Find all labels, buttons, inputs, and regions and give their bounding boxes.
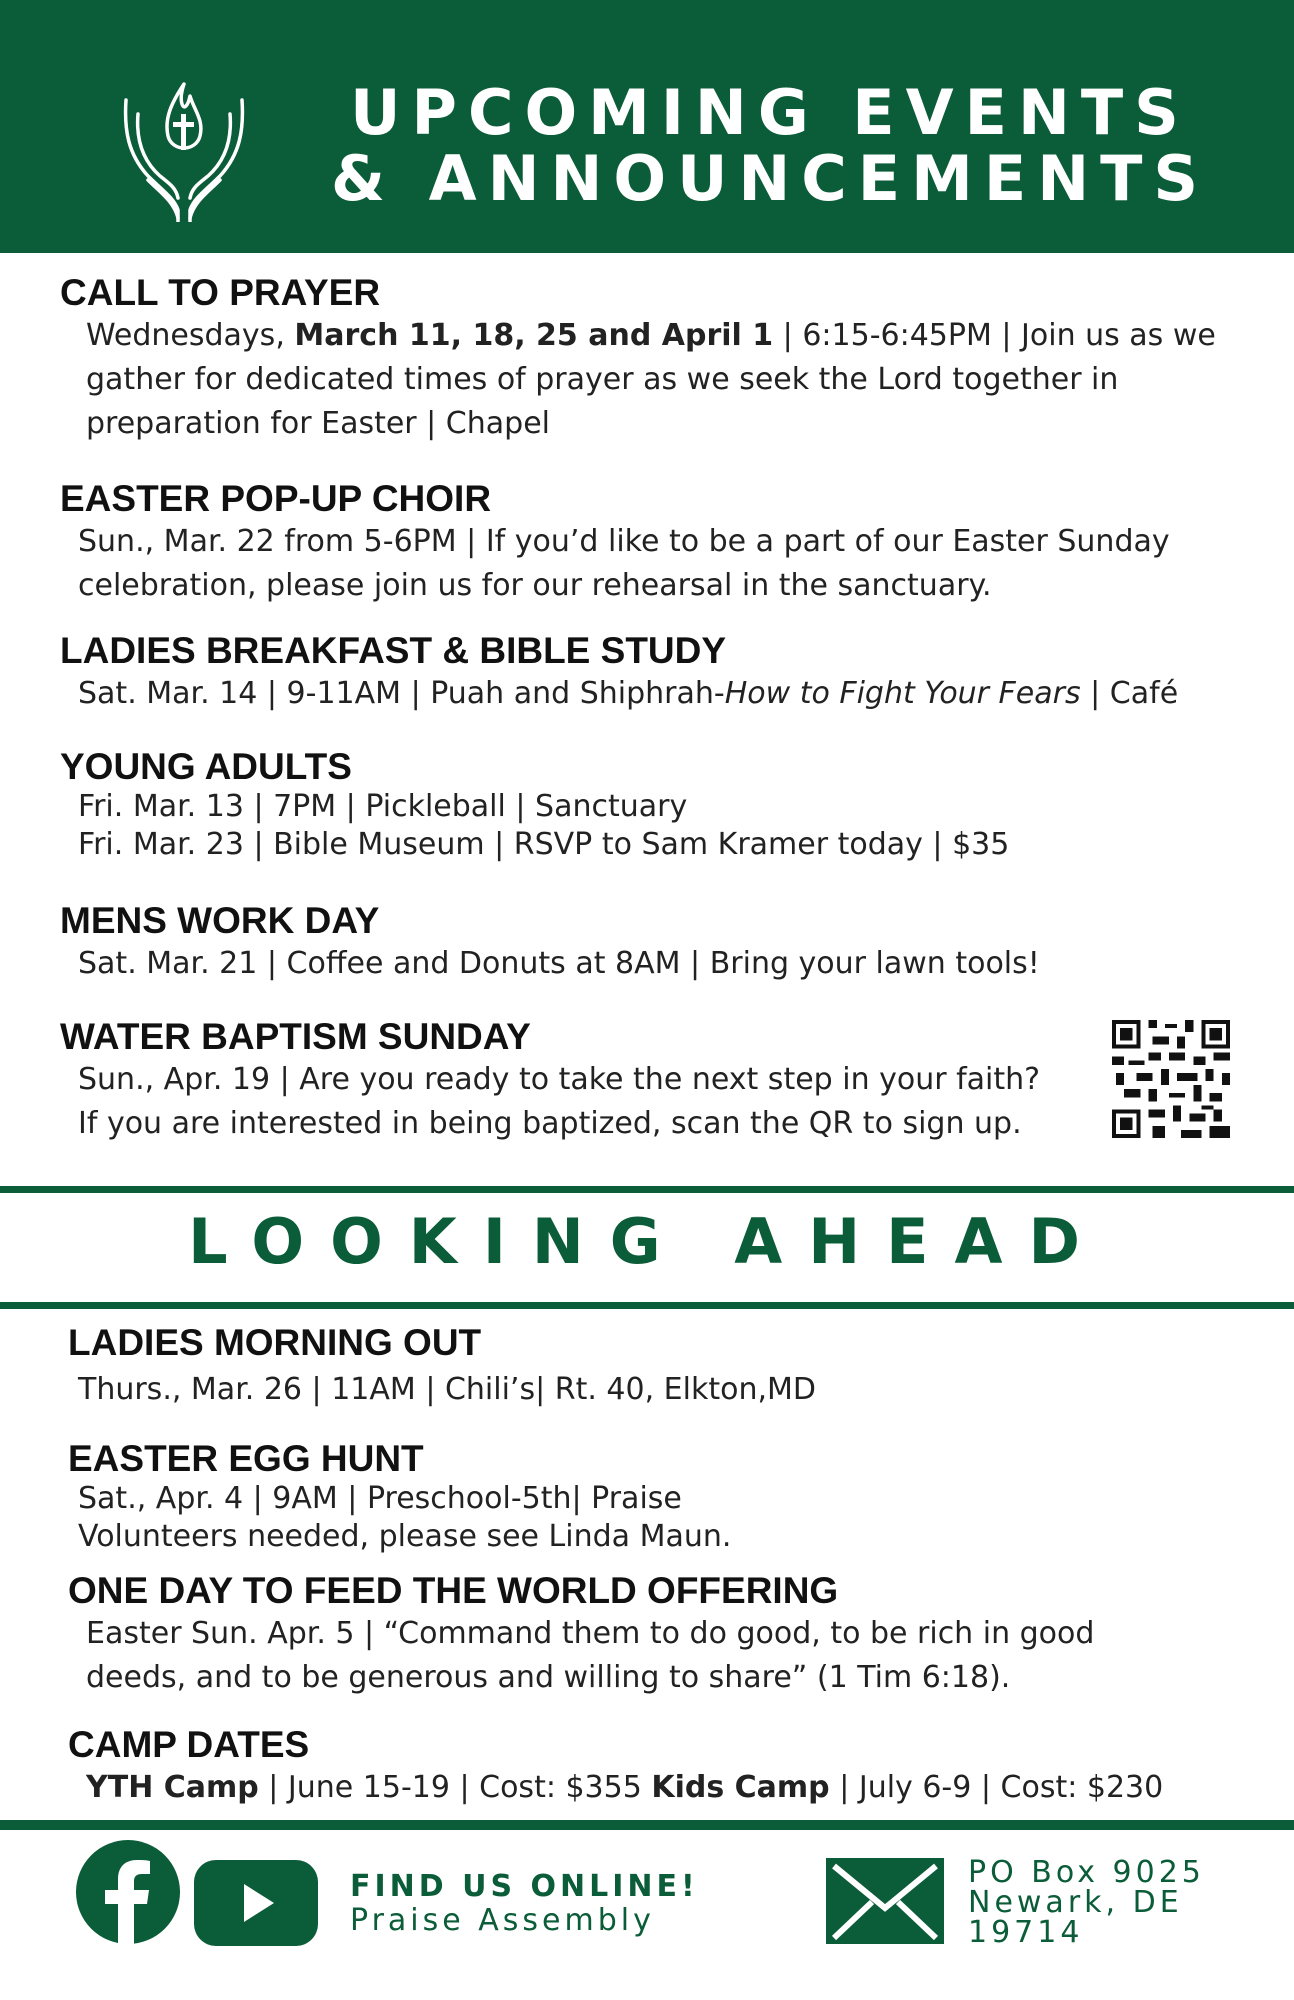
section-divider-bottom — [0, 1302, 1294, 1309]
address-line-3: 19714 — [968, 1915, 1084, 1950]
event-title: ONE DAY TO FEED THE WORLD OFFERING — [68, 1570, 839, 1611]
kids-camp-label: Kids Camp — [651, 1770, 830, 1805]
event-details-line1: Sat., Apr. 4 | 9AM | Preschool-5th| Praise — [78, 1481, 682, 1516]
event-details: Sat. Mar. 21 | Coffee and Donuts at 8AM | Bring your lawn tools! — [78, 946, 1040, 981]
study-title: How to Fight Your Fears — [724, 676, 1081, 711]
event-details-line2: Volunteers needed, please see Linda Maun. — [78, 1519, 732, 1554]
event-details — [78, 672, 1294, 716]
event-details-line2: gather for dedicated times of prayer as we seek the Lord together in — [86, 362, 1119, 397]
event-details-line1: Sun., Mar. 22 from 5-6PM | If you’d like to be a part of our Easter Sunday — [78, 524, 1170, 559]
event-date-time: Sat. Mar. 14 | 9-11AM | Puah and Shiphrah- — [78, 676, 725, 711]
event-title: CALL TO PRAYER — [60, 272, 381, 313]
title-line-1: UPCOMING EVENTS — [350, 76, 1190, 149]
event-time: | 6:15-6:45PM | Join us as we — [773, 318, 1216, 353]
event-details: Thurs., Mar. 26 | 11AM | Chili’s| Rt. 40, Elkton,MD — [78, 1372, 816, 1407]
event-ladies-morning — [0, 1322, 1294, 1412]
event-details-line3: preparation for Easter | Chapel — [86, 406, 550, 441]
yth-camp-details: | June 15-19 | Cost: $355 — [258, 1770, 652, 1805]
praying-hands-flame-cross-icon — [118, 70, 250, 222]
event-egg-hunt — [0, 1438, 1294, 1556]
event-details-line1: Sun., Apr. 19 | Are you ready to take the next step in your faith? — [78, 1062, 1041, 1097]
find-us-online[interactable] — [350, 1870, 699, 1938]
kids-camp-details: | July 6-9 | Cost: $230 — [829, 1770, 1164, 1805]
event-details-line2: Fri. Mar. 23 | Bible Museum | RSVP to Sam Kramer today | $35 — [78, 827, 1010, 862]
event-details-line1: Fri. Mar. 13 | 7PM | Pickleball | Sanctuary — [78, 789, 688, 824]
address-line-1: PO Box 9025 — [968, 1855, 1205, 1890]
event-details — [86, 1766, 1294, 1810]
youtube-icon[interactable] — [194, 1860, 318, 1946]
event-title: WATER BAPTISM SUNDAY — [60, 1016, 531, 1057]
event-water-baptism — [0, 1016, 1294, 1146]
event-details-line2: deeds, and to be generous and willing to share” (1 Tim 6:18). — [86, 1660, 1011, 1695]
section-divider-top — [0, 1186, 1294, 1193]
event-location: | Café — [1080, 676, 1179, 711]
title-line-2: & ANNOUNCEMENTS — [330, 142, 1210, 215]
qr-code-icon[interactable] — [1112, 1020, 1230, 1138]
event-mens-work-day — [0, 900, 1294, 986]
event-details-line1: Easter Sun. Apr. 5 | “Command them to do good, to be rich in good — [86, 1616, 1095, 1651]
church-name: Praise Assembly — [350, 1903, 655, 1938]
page-title — [270, 76, 1270, 215]
event-details-line2: If you are interested in being baptized, scan the QR to sign up. — [78, 1106, 1022, 1141]
footer-divider — [0, 1820, 1294, 1830]
looking-ahead-title: LOOKING AHEAD — [188, 1205, 1106, 1278]
event-title: YOUNG ADULTS — [60, 746, 352, 787]
event-dates: March 11, 18, 25 and April 1 — [294, 318, 774, 353]
event-young-adults — [0, 746, 1294, 864]
event-easter-choir — [0, 478, 1294, 608]
event-title: EASTER POP-UP CHOIR — [60, 478, 492, 519]
event-camp-dates — [0, 1724, 1294, 1810]
event-day: Wednesdays, — [86, 318, 295, 353]
event-title: LADIES MORNING OUT — [68, 1322, 482, 1363]
event-details-line2: celebration, please join us for our rehearsal in the sanctuary. — [78, 568, 992, 603]
event-call-to-prayer — [0, 272, 1294, 446]
find-us-label: FIND US ONLINE! — [350, 1869, 699, 1904]
event-title: MENS WORK DAY — [60, 900, 380, 941]
event-title: CAMP DATES — [68, 1724, 310, 1765]
yth-camp-label: YTH Camp — [86, 1770, 259, 1805]
address-line-2: Newark, DE — [968, 1885, 1183, 1920]
event-title: EASTER EGG HUNT — [68, 1438, 424, 1479]
facebook-icon[interactable] — [76, 1840, 180, 1944]
event-title: LADIES BREAKFAST & BIBLE STUDY — [60, 630, 727, 671]
envelope-icon — [826, 1858, 944, 1944]
mailing-address — [968, 1855, 1205, 1950]
event-details — [86, 314, 1294, 358]
header-banner — [0, 0, 1294, 253]
event-feed-the-world — [0, 1570, 1294, 1700]
event-ladies-breakfast — [0, 630, 1294, 716]
